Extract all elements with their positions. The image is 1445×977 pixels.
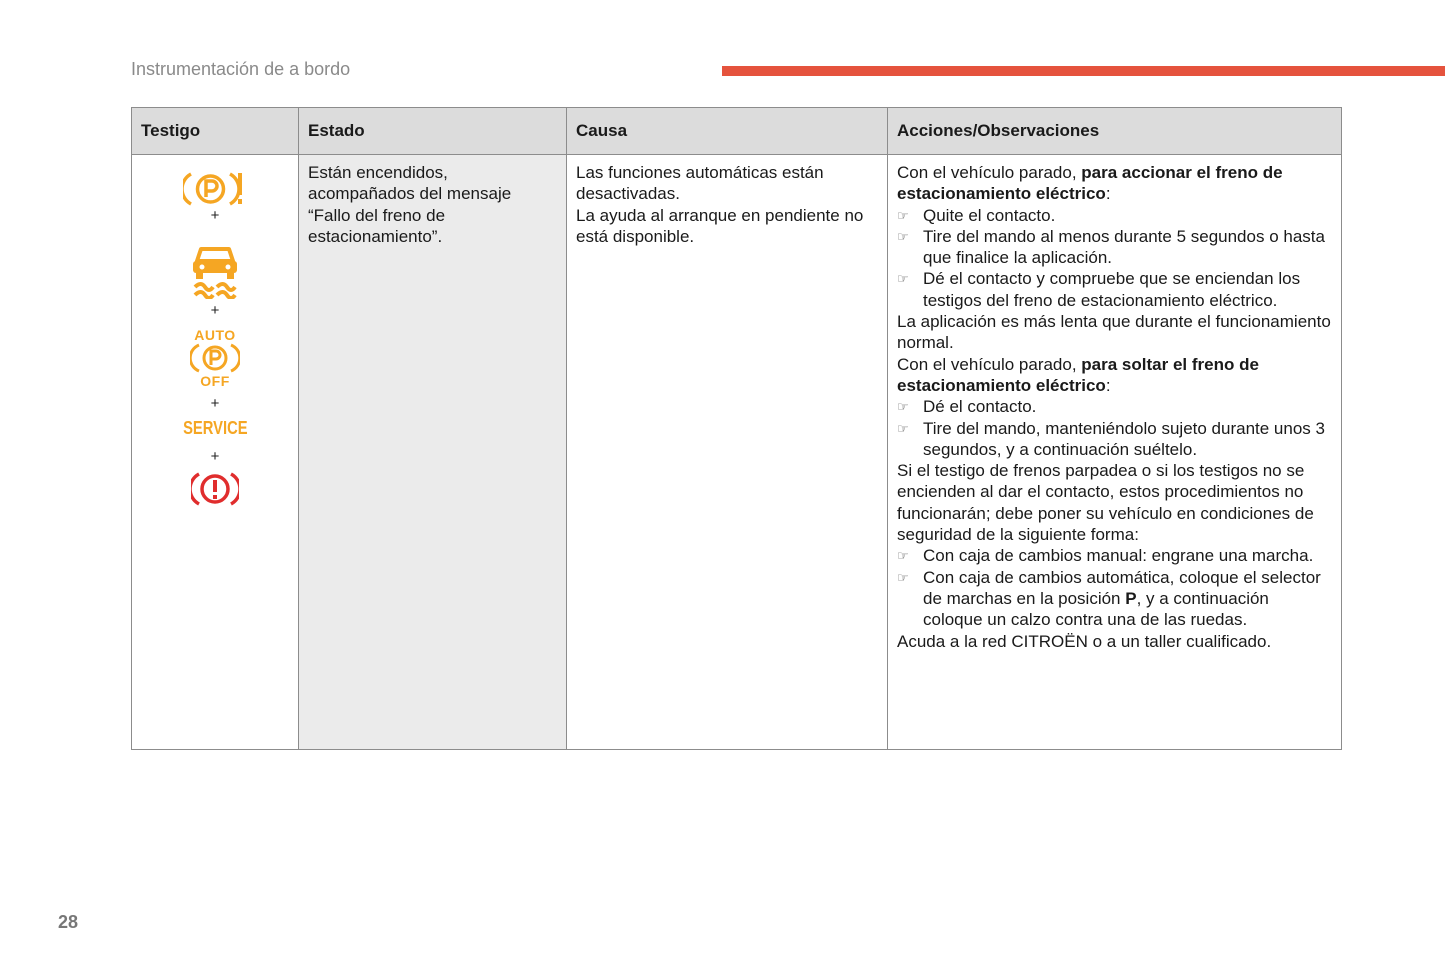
acciones-paragraph: Si el testigo de frenos parpadea o si los testigos no se encienden al dar el contacto, estos procedimientos no funcionarán; debe poner su vehículo en condiciones de seguridad de la siguiente forma: <box>897 461 1314 545</box>
pointing-hand-icon: ☞ <box>897 569 909 585</box>
acciones-paragraph: La aplicación es más lenta que durante el funcionamiento normal. <box>897 312 1331 353</box>
pointing-hand-icon: ☞ <box>897 228 909 244</box>
table-header-row <box>132 108 1342 155</box>
auto-parking-brake-off-icon <box>190 328 240 388</box>
header-acciones: Acciones/Observaciones <box>888 108 1342 155</box>
header-accent-bar <box>722 66 1445 76</box>
parking-circle-icon <box>190 342 240 374</box>
warning-lights-table <box>131 107 1342 750</box>
header-testigo: Testigo <box>132 108 299 155</box>
estado-cell <box>299 155 567 750</box>
acciones-cell <box>888 155 1342 750</box>
list-item: ☞ Dé el contacto. <box>897 397 1037 417</box>
pointing-hand-icon: ☞ <box>897 420 909 436</box>
plus-sign: + <box>210 448 220 465</box>
causa-line-1: Las funciones automáticas están desactivadas. <box>576 163 824 204</box>
list-item: ☞ Dé el contacto y compruebe que se enciendan los testigos del freno de estacionamiento eléctrico. <box>897 269 1301 310</box>
header-causa: Causa <box>567 108 888 155</box>
causa-line-2: La ayuda al arranque en pendiente no está disponible. <box>576 205 864 246</box>
acciones-paragraph: Con el vehículo parado, para accionar el freno de estacionamiento eléctrico: <box>897 163 1283 204</box>
pointing-hand-icon: ☞ <box>897 548 909 564</box>
header-estado: Estado <box>299 108 567 155</box>
plus-sign: + <box>210 207 220 224</box>
off-label: OFF <box>200 373 230 389</box>
brake-failure-icon <box>191 470 239 508</box>
pointing-hand-icon: ☞ <box>897 271 909 287</box>
acciones-paragraph: Con el vehículo parado, para soltar el freno de estacionamiento eléctrico: <box>897 354 1259 395</box>
testigo-cell <box>132 155 299 750</box>
list-item: ☞ Con caja de cambios automática, coloque el selector de marchas en la posición P, y a continuación coloque un calzo contra una de las ruedas. <box>897 567 1321 630</box>
table-row <box>132 155 1342 750</box>
acciones-paragraph: Acuda a la red CITROËN o a un taller cualificado. <box>897 631 1272 651</box>
estado-text: Están encendidos, acompañados del mensaje “Fallo del freno de estacionamiento”. <box>308 163 512 246</box>
pointing-hand-icon: ☞ <box>897 399 909 415</box>
causa-cell <box>567 155 888 750</box>
list-item: ☞ Con caja de cambios manual: engrane una marcha. <box>897 546 1314 566</box>
plus-sign: + <box>210 395 220 412</box>
list-item: ☞ Tire del mando al menos durante 5 segundos o hasta que finalice la aplicación. <box>897 226 1325 268</box>
list-item: ☞ Tire del mando, manteniéndolo sujeto durante unos 3 segundos, y a continuación suéltelo. <box>897 418 1325 459</box>
plus-sign: + <box>210 302 220 319</box>
auto-label: AUTO <box>194 327 236 343</box>
list-item: ☞ Quite el contacto. <box>897 205 1056 225</box>
service-icon: SERVICE <box>182 418 248 438</box>
pointing-hand-icon: ☞ <box>897 207 909 223</box>
vehicle-skid-icon <box>189 243 241 299</box>
page-number: 28 <box>58 912 79 932</box>
section-title: Instrumentación de a bordo <box>131 59 351 79</box>
parking-brake-warning-icon <box>183 170 247 208</box>
